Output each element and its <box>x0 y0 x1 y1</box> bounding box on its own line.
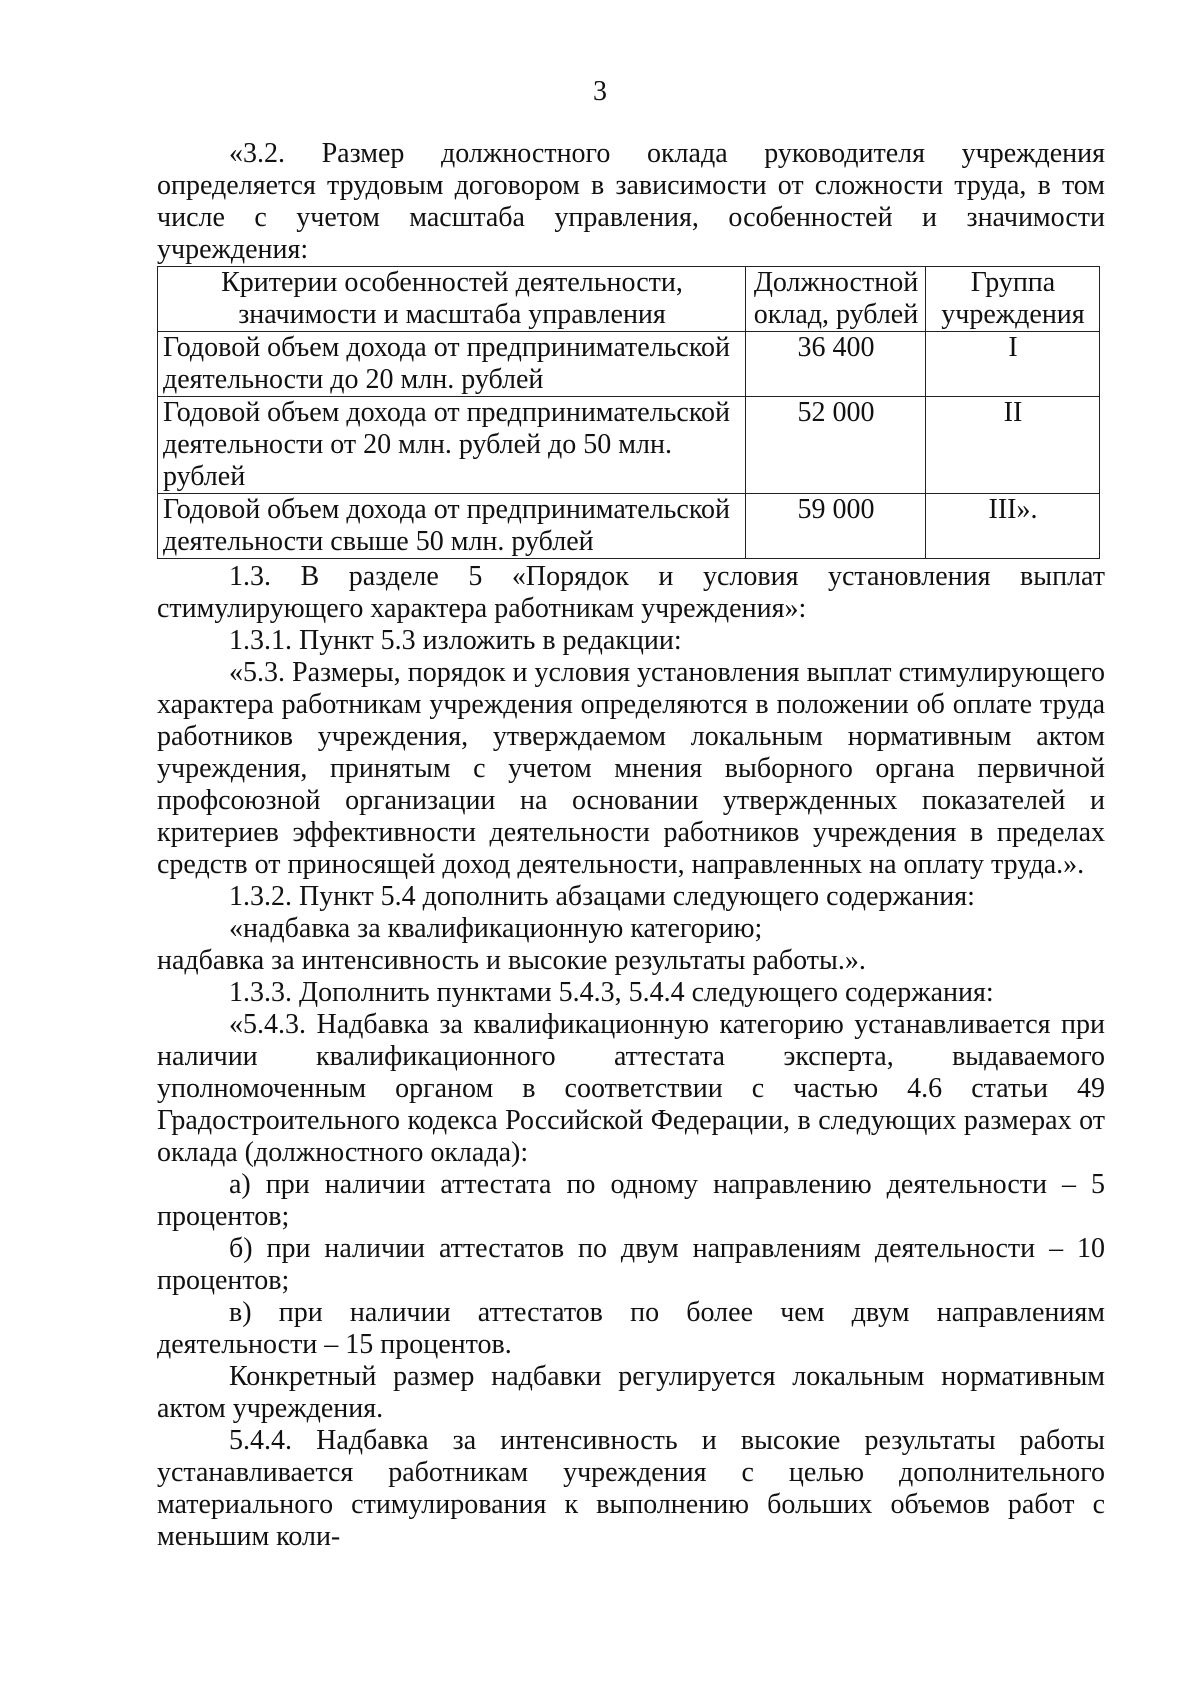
salary-criteria-table <box>157 266 1100 559</box>
header-group: Группа учреждения <box>926 267 1100 332</box>
list-item-b: б) при наличии аттестатов по двум направлениям деятельности – 10 процентов; <box>157 1233 1105 1296</box>
paragraph-5-4-3: «5.4.3. Надбавка за квалификационную категорию устанавливается при наличии квалификационного аттестата эксперта, выдаваемого уполномоченным органом в соответствии с частью 4.6 статьи 49 Градостроительного кодекса Российской Федерации, в следующих размерах от оклада (должностного оклада): <box>157 1009 1105 1168</box>
row-salary: 59 000 <box>746 494 926 559</box>
header-criteria: Критерии особенностей деятельности, значимости и масштаба управления <box>158 267 746 332</box>
header-salary: Должностной оклад, рублей <box>746 267 926 332</box>
row-salary: 36 400 <box>746 332 926 397</box>
document-body <box>157 138 1105 1553</box>
table-header-row <box>158 267 1100 332</box>
page-number: 3 <box>593 76 607 107</box>
row-group: II <box>926 397 1100 494</box>
paragraph-quote-allowance-category: «надбавка за квалификационную категорию; <box>229 913 763 944</box>
row-group: I <box>926 332 1100 397</box>
paragraph-specific-amount: Конкретный размер надбавки регулируется локальным нормативным актом учреждения. <box>157 1361 1105 1424</box>
row-criteria: Годовой объем дохода от предпринимательской деятельности от 20 млн. рублей до 50 млн. рублей <box>158 397 746 494</box>
paragraph-1-3-2: 1.3.2. Пункт 5.4 дополнить абзацами следующего содержания: <box>229 881 975 912</box>
paragraph-1-3-3: 1.3.3. Дополнить пунктами 5.4.3, 5.4.4 следующего содержания: <box>229 977 994 1008</box>
list-item-v: в) при наличии аттестатов по более чем двум направлениям деятельности – 15 процентов. <box>157 1297 1105 1360</box>
paragraph-allowance-intensity: надбавка за интенсивность и высокие результаты работы.». <box>157 945 866 976</box>
paragraph-5-4-4: 5.4.4. Надбавка за интенсивность и высокие результаты работы устанавливается работникам учреждения с целью дополнительного материального стимулирования к выполнению больших объемов работ с меньшим коли- <box>157 1425 1105 1552</box>
paragraph-1-3: 1.3. В разделе 5 «Порядок и условия установления выплат стимулирующего характера работникам учреждения»: <box>157 561 1105 624</box>
row-salary: 52 000 <box>746 397 926 494</box>
table-row <box>158 332 1100 397</box>
paragraph-5-3: «5.3. Размеры, порядок и условия установления выплат стимулирующего характера работникам учреждения определяются в положении об оплате труда работников учреждения, утверждаемом локальным нормативным актом учреждения, принятым с учетом мнения выборного органа первичной профсоюзной организации на основании утвержденных показателей и критериев эффективности деятельности работников учреждения в пределах средств от приносящей доход деятельности, направленных на оплату труда.». <box>157 657 1105 880</box>
intro-paragraph: «3.2. Размер должностного оклада руководителя учреждения определяется трудовым договором в зависимости от сложности труда, в том числе с учетом масштаба управления, особенностей и значимости учреждения: <box>157 138 1105 265</box>
row-criteria: Годовой объем дохода от предпринимательской деятельности свыше 50 млн. рублей <box>158 494 746 559</box>
list-item-a: а) при наличии аттестата по одному направлению деятельности – 5 процентов; <box>157 1169 1105 1232</box>
table-row <box>158 494 1100 559</box>
row-group: III». <box>926 494 1100 559</box>
table-row <box>158 397 1100 494</box>
paragraph-1-3-1: 1.3.1. Пункт 5.3 изложить в редакции: <box>229 625 682 656</box>
row-criteria: Годовой объем дохода от предпринимательской деятельности до 20 млн. рублей <box>158 332 746 397</box>
